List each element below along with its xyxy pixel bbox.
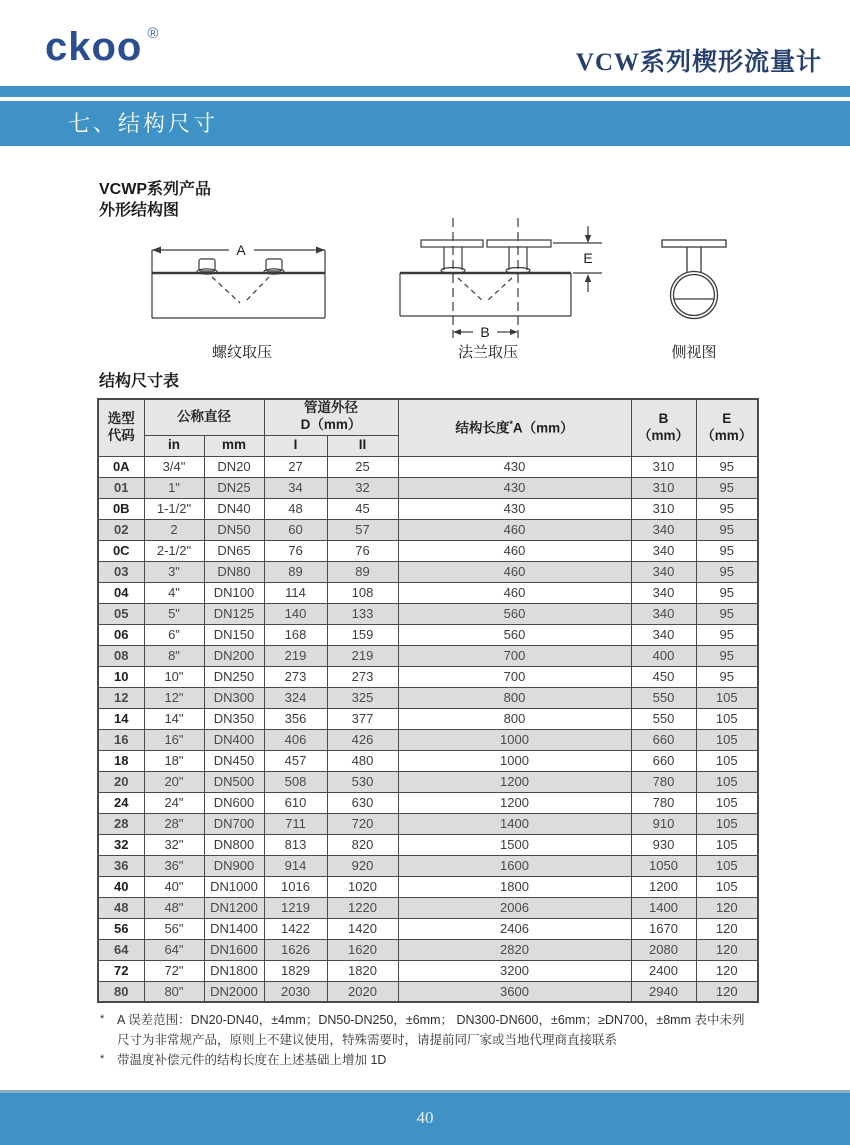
data-cell: DN40 <box>204 498 264 519</box>
data-cell: 430 <box>398 498 631 519</box>
code-cell: 0A <box>98 456 144 477</box>
data-cell: 610 <box>264 792 327 813</box>
code-cell: 05 <box>98 603 144 624</box>
table-title: 结构尺寸表 <box>99 373 180 390</box>
data-cell: 2940 <box>631 981 696 1002</box>
data-cell: 105 <box>696 771 758 792</box>
data-cell: 1420 <box>327 918 398 939</box>
data-cell: 457 <box>264 750 327 771</box>
data-cell: 426 <box>327 729 398 750</box>
data-cell: 1400 <box>398 813 631 834</box>
data-cell: 95 <box>696 477 758 498</box>
code-cell: 03 <box>98 561 144 582</box>
series-caption-line1: VCWP系列产品 <box>99 181 212 198</box>
data-cell: 1600 <box>398 855 631 876</box>
data-cell: DN500 <box>204 771 264 792</box>
data-cell: DN25 <box>204 477 264 498</box>
code-cell: 64 <box>98 939 144 960</box>
data-cell: 24" <box>144 792 204 813</box>
data-cell: 219 <box>327 645 398 666</box>
data-cell: 460 <box>398 582 631 603</box>
data-cell: 430 <box>398 477 631 498</box>
table-row <box>98 918 758 939</box>
table-row <box>98 498 758 519</box>
code-cell: 28 <box>98 813 144 834</box>
data-cell: 8" <box>144 645 204 666</box>
table-row <box>98 561 758 582</box>
data-cell: 34 <box>264 477 327 498</box>
data-cell: 377 <box>327 708 398 729</box>
data-cell: DN20 <box>204 456 264 477</box>
data-cell: 95 <box>696 645 758 666</box>
table-row <box>98 519 758 540</box>
data-cell: 27 <box>264 456 327 477</box>
data-cell: DN2000 <box>204 981 264 1002</box>
data-cell: 1016 <box>264 876 327 897</box>
data-cell: 95 <box>696 582 758 603</box>
col-header-pipe-od: 管道外径 D（mm） <box>264 399 398 435</box>
table-row <box>98 708 758 729</box>
data-cell: DN250 <box>204 666 264 687</box>
data-cell: 1219 <box>264 897 327 918</box>
col-header-e: E （mm） <box>696 399 758 456</box>
code-cell: 24 <box>98 792 144 813</box>
data-cell: 910 <box>631 813 696 834</box>
data-cell: 56" <box>144 918 204 939</box>
table-row <box>98 645 758 666</box>
data-cell: 340 <box>631 582 696 603</box>
data-cell: 480 <box>327 750 398 771</box>
data-cell: 95 <box>696 666 758 687</box>
data-cell: 105 <box>696 876 758 897</box>
data-cell: 560 <box>398 624 631 645</box>
data-cell: 1422 <box>264 918 327 939</box>
data-cell: 95 <box>696 519 758 540</box>
data-cell: 1220 <box>327 897 398 918</box>
data-cell: 1500 <box>398 834 631 855</box>
data-cell: 914 <box>264 855 327 876</box>
data-cell: 2820 <box>398 939 631 960</box>
data-cell: 108 <box>327 582 398 603</box>
data-cell: 1626 <box>264 939 327 960</box>
data-cell: 48" <box>144 897 204 918</box>
code-cell: 56 <box>98 918 144 939</box>
data-cell: 64" <box>144 939 204 960</box>
data-cell: DN1600 <box>204 939 264 960</box>
page-number: 40 <box>416 1108 434 1127</box>
data-cell: 32" <box>144 834 204 855</box>
dimension-table <box>97 398 759 1003</box>
code-cell: 48 <box>98 897 144 918</box>
logo-text: ckoo <box>45 25 143 69</box>
data-cell: 105 <box>696 708 758 729</box>
data-cell: 2406 <box>398 918 631 939</box>
data-cell: 780 <box>631 771 696 792</box>
data-cell: 1200 <box>631 876 696 897</box>
data-cell: 20" <box>144 771 204 792</box>
code-cell: 04 <box>98 582 144 603</box>
footnote-tolerance <box>100 1010 755 1050</box>
data-cell: 460 <box>398 519 631 540</box>
data-cell: 310 <box>631 477 696 498</box>
data-cell: 2 <box>144 519 204 540</box>
data-cell: 60 <box>264 519 327 540</box>
data-cell: 95 <box>696 624 758 645</box>
data-cell: 1200 <box>398 792 631 813</box>
data-cell: 105 <box>696 792 758 813</box>
code-cell: 01 <box>98 477 144 498</box>
code-cell: 0C <box>98 540 144 561</box>
data-cell: 12" <box>144 687 204 708</box>
footnote-marker: * <box>100 1053 105 1065</box>
col-header-mm: mm <box>204 435 264 456</box>
col-header-code: 选型 代码 <box>98 399 144 456</box>
data-cell: 720 <box>327 813 398 834</box>
data-cell: 105 <box>696 750 758 771</box>
footnote-marker: * <box>100 1013 105 1025</box>
table-row <box>98 477 758 498</box>
data-cell: 16" <box>144 729 204 750</box>
data-cell: DN600 <box>204 792 264 813</box>
data-cell: 780 <box>631 792 696 813</box>
data-cell: 3/4" <box>144 456 204 477</box>
data-cell: DN125 <box>204 603 264 624</box>
table-row <box>98 624 758 645</box>
data-cell: DN80 <box>204 561 264 582</box>
table-row <box>98 813 758 834</box>
section-title-banner: 七、结构尺寸 <box>0 101 850 146</box>
data-cell: 660 <box>631 729 696 750</box>
data-cell: 700 <box>398 666 631 687</box>
data-cell: 45 <box>327 498 398 519</box>
data-cell: 89 <box>264 561 327 582</box>
data-cell: 14" <box>144 708 204 729</box>
col-header-b: B （mm） <box>631 399 696 456</box>
data-cell: 3600 <box>398 981 631 1002</box>
data-cell: 430 <box>398 456 631 477</box>
data-cell: 340 <box>631 624 696 645</box>
data-cell: DN1400 <box>204 918 264 939</box>
data-cell: 120 <box>696 960 758 981</box>
data-cell: 219 <box>264 645 327 666</box>
data-cell: DN350 <box>204 708 264 729</box>
data-cell: 1620 <box>327 939 398 960</box>
data-cell: DN100 <box>204 582 264 603</box>
data-cell: 95 <box>696 561 758 582</box>
data-cell: 340 <box>631 540 696 561</box>
data-cell: 2030 <box>264 981 327 1002</box>
data-cell: DN400 <box>204 729 264 750</box>
code-cell: 36 <box>98 855 144 876</box>
series-caption-line2: 外形结构图 <box>99 202 180 219</box>
data-cell: 1829 <box>264 960 327 981</box>
data-cell: 3200 <box>398 960 631 981</box>
registered-trademark-icon: ® <box>147 25 160 42</box>
data-cell: 2-1/2" <box>144 540 204 561</box>
data-cell: 660 <box>631 750 696 771</box>
data-cell: 1670 <box>631 918 696 939</box>
table-row <box>98 981 758 1002</box>
data-cell: 400 <box>631 645 696 666</box>
col-header-II: II <box>327 435 398 456</box>
data-cell: 120 <box>696 897 758 918</box>
data-cell: 460 <box>398 540 631 561</box>
data-cell: 4" <box>144 582 204 603</box>
data-cell: DN1200 <box>204 897 264 918</box>
data-cell: 95 <box>696 603 758 624</box>
flange-tap-caption: 法兰取压 <box>457 344 518 361</box>
data-cell: 168 <box>264 624 327 645</box>
data-cell: 40" <box>144 876 204 897</box>
data-cell: 820 <box>327 834 398 855</box>
data-cell: 550 <box>631 708 696 729</box>
data-cell: 80" <box>144 981 204 1002</box>
data-cell: 76 <box>327 540 398 561</box>
code-cell: 08 <box>98 645 144 666</box>
table-row <box>98 729 758 750</box>
data-cell: 560 <box>398 603 631 624</box>
data-cell: 105 <box>696 834 758 855</box>
side-view-caption: 侧视图 <box>671 344 717 361</box>
data-cell: 630 <box>327 792 398 813</box>
data-cell: DN1000 <box>204 876 264 897</box>
table-row <box>98 792 758 813</box>
table-row <box>98 540 758 561</box>
data-cell: 530 <box>327 771 398 792</box>
data-cell: DN65 <box>204 540 264 561</box>
data-cell: 3" <box>144 561 204 582</box>
side-view-diagram <box>662 240 726 319</box>
data-cell: 2080 <box>631 939 696 960</box>
data-cell: 5" <box>144 603 204 624</box>
flange-tap-diagram <box>400 218 602 340</box>
dim-e-label: E <box>583 250 593 266</box>
data-cell: DN800 <box>204 834 264 855</box>
data-cell: 120 <box>696 939 758 960</box>
data-cell: 140 <box>264 603 327 624</box>
dim-b-label: B <box>480 324 490 340</box>
threaded-tap-caption: 螺纹取压 <box>211 344 272 361</box>
code-cell: 0B <box>98 498 144 519</box>
data-cell: 25 <box>327 456 398 477</box>
company-logo <box>45 26 159 67</box>
code-cell: 72 <box>98 960 144 981</box>
code-cell: 02 <box>98 519 144 540</box>
code-cell: 40 <box>98 876 144 897</box>
data-cell: 325 <box>327 687 398 708</box>
footnotes <box>100 1010 755 1070</box>
dim-a-label: A <box>236 242 246 258</box>
code-cell: 12 <box>98 687 144 708</box>
data-cell: 450 <box>631 666 696 687</box>
data-cell: 6" <box>144 624 204 645</box>
data-cell: 57 <box>327 519 398 540</box>
data-cell: 105 <box>696 729 758 750</box>
data-cell: 36" <box>144 855 204 876</box>
table-row <box>98 603 758 624</box>
code-cell: 16 <box>98 729 144 750</box>
table-row <box>98 939 758 960</box>
table-row <box>98 666 758 687</box>
data-cell: 1800 <box>398 876 631 897</box>
threaded-tap-diagram <box>152 242 325 318</box>
data-cell: 114 <box>264 582 327 603</box>
data-cell: 1200 <box>398 771 631 792</box>
page-footer <box>0 1090 850 1145</box>
table-row <box>98 876 758 897</box>
col-header-nominal-diameter: 公称直径 <box>144 399 264 435</box>
table-row <box>98 582 758 603</box>
data-cell: 95 <box>696 456 758 477</box>
data-cell: 159 <box>327 624 398 645</box>
data-cell: 28" <box>144 813 204 834</box>
code-cell: 14 <box>98 708 144 729</box>
data-cell: 800 <box>398 687 631 708</box>
data-cell: 2006 <box>398 897 631 918</box>
data-cell: 324 <box>264 687 327 708</box>
footnote-text: 带温度补偿元件的结构长度在上述基础上增加 1D <box>117 1053 387 1067</box>
table-row <box>98 456 758 477</box>
data-cell: 2020 <box>327 981 398 1002</box>
col-header-I: I <box>264 435 327 456</box>
data-cell: 340 <box>631 519 696 540</box>
data-cell: 89 <box>327 561 398 582</box>
data-cell: 813 <box>264 834 327 855</box>
data-cell: 930 <box>631 834 696 855</box>
data-cell: 310 <box>631 498 696 519</box>
table-row <box>98 750 758 771</box>
data-cell: DN50 <box>204 519 264 540</box>
code-cell: 80 <box>98 981 144 1002</box>
data-cell: 95 <box>696 540 758 561</box>
data-cell: DN1800 <box>204 960 264 981</box>
data-cell: 460 <box>398 561 631 582</box>
data-cell: 273 <box>264 666 327 687</box>
data-cell: 10" <box>144 666 204 687</box>
data-cell: 133 <box>327 603 398 624</box>
data-cell: 1820 <box>327 960 398 981</box>
data-cell: 105 <box>696 687 758 708</box>
code-cell: 06 <box>98 624 144 645</box>
data-cell: 340 <box>631 561 696 582</box>
data-cell: 48 <box>264 498 327 519</box>
data-cell: 76 <box>264 540 327 561</box>
data-cell: 120 <box>696 918 758 939</box>
data-cell: 1-1/2" <box>144 498 204 519</box>
data-cell: 356 <box>264 708 327 729</box>
table-row <box>98 855 758 876</box>
data-cell: 1" <box>144 477 204 498</box>
data-cell: 1050 <box>631 855 696 876</box>
document-title: VCW系列楔形流量计 <box>575 49 822 76</box>
data-cell: 700 <box>398 645 631 666</box>
data-cell: 1000 <box>398 729 631 750</box>
data-cell: DN200 <box>204 645 264 666</box>
col-header-structure-length: 结构长度*A（mm） <box>398 399 631 456</box>
table-row <box>98 687 758 708</box>
table-row <box>98 771 758 792</box>
data-cell: 406 <box>264 729 327 750</box>
data-cell: 2400 <box>631 960 696 981</box>
data-cell: DN300 <box>204 687 264 708</box>
data-cell: 120 <box>696 981 758 1002</box>
data-cell: 1400 <box>631 897 696 918</box>
data-cell: DN700 <box>204 813 264 834</box>
data-cell: 310 <box>631 456 696 477</box>
data-cell: 105 <box>696 813 758 834</box>
data-cell: 1000 <box>398 750 631 771</box>
data-cell: 508 <box>264 771 327 792</box>
data-cell: 920 <box>327 855 398 876</box>
data-cell: 800 <box>398 708 631 729</box>
data-cell: 72" <box>144 960 204 981</box>
data-cell: DN900 <box>204 855 264 876</box>
data-cell: 550 <box>631 687 696 708</box>
data-cell: 1020 <box>327 876 398 897</box>
footnote-text: A 误差范围：DN20-DN40，±4mm；DN50-DN250，±6mm； DN300-DN600，±6mm；≥DN700，±8mm 表中未列尺寸为非常规产品，原则上不建议使用，特殊需要时，请提前同厂家或当地代理商直接联系 <box>117 1013 745 1047</box>
data-cell: 711 <box>264 813 327 834</box>
col-header-in: in <box>144 435 204 456</box>
code-cell: 20 <box>98 771 144 792</box>
data-cell: DN450 <box>204 750 264 771</box>
code-cell: 10 <box>98 666 144 687</box>
table-row <box>98 960 758 981</box>
table-row <box>98 834 758 855</box>
data-cell: 105 <box>696 855 758 876</box>
data-cell: 18" <box>144 750 204 771</box>
data-cell: DN150 <box>204 624 264 645</box>
footnote-temp-compensation <box>100 1050 755 1070</box>
header-divider-bar <box>0 86 850 97</box>
data-cell: 32 <box>327 477 398 498</box>
data-cell: 273 <box>327 666 398 687</box>
code-cell: 18 <box>98 750 144 771</box>
table-row <box>98 897 758 918</box>
code-cell: 32 <box>98 834 144 855</box>
data-cell: 340 <box>631 603 696 624</box>
data-cell: 95 <box>696 498 758 519</box>
